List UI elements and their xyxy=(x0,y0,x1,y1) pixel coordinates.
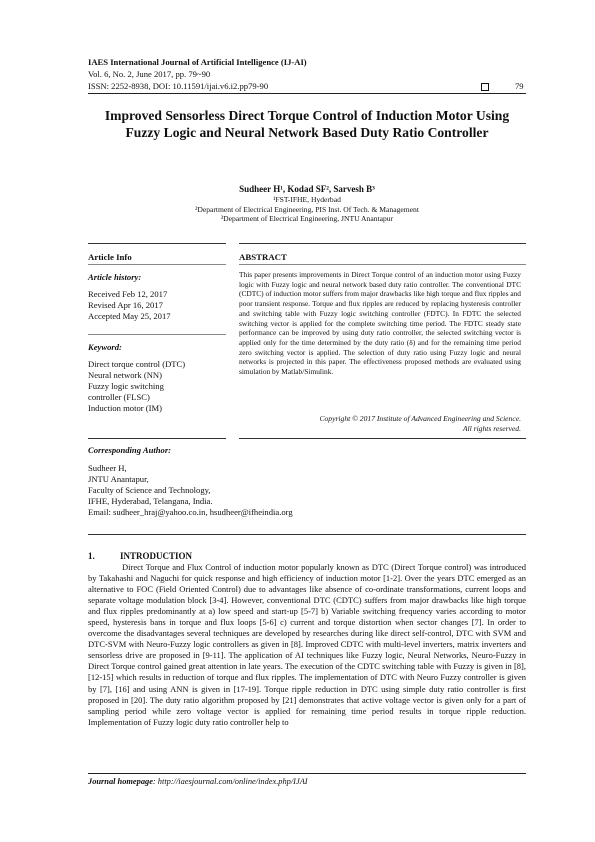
corresponding-bottom-rule xyxy=(88,534,526,535)
header-rule xyxy=(88,93,526,94)
article-info-bottom-rule xyxy=(88,438,226,439)
affiliation-3: ³Department of Electrical Engineering, JNTU Anantapur xyxy=(220,214,394,223)
abstract-heading: ABSTRACT xyxy=(239,252,287,262)
homepage-url[interactable]: : http://iaesjournal.com/online/index.php/IJAI xyxy=(152,777,308,786)
corresponding-label: Corresponding Author: xyxy=(88,445,172,455)
rights-line: All rights reserved. xyxy=(462,424,521,433)
affiliation-2: ²Department of Electrical Engineering, PIS Inst. Of Tech. & Management xyxy=(195,205,419,214)
authors: Sudheer H¹, Kodad SF², Sarvesh B³ xyxy=(239,184,375,194)
keyword-list xyxy=(88,359,185,414)
article-history xyxy=(88,289,171,322)
corr-faculty: Faculty of Science and Technology, xyxy=(88,485,211,495)
article-info-heading: Article Info xyxy=(88,252,132,262)
copyright-line: Copyright © 2017 Institute of Advanced Engineering and Science. xyxy=(319,414,521,423)
history-label: Article history: xyxy=(88,272,142,282)
abstract-bottom-rule xyxy=(239,438,526,439)
keyword-item: Induction motor (IM) xyxy=(88,403,162,413)
volume-info: Vol. 6, No. 2, June 2017, pp. 79~90 xyxy=(88,69,211,79)
square-icon xyxy=(481,83,489,91)
homepage-label: Journal homepage xyxy=(88,777,153,786)
keyword-item: controller (FLSC) xyxy=(88,392,150,402)
keyword-item: Fuzzy logic switching xyxy=(88,381,164,391)
abstract-sub-rule xyxy=(239,264,526,265)
revised-date: Revised Apr 16, 2017 xyxy=(88,300,163,310)
corr-address: IFHE, Hyderabad, Telangana, India. xyxy=(88,496,213,506)
article-info-top-rule xyxy=(88,243,226,244)
affiliation-1: ¹FST-IFHE, Hyderbad xyxy=(273,195,341,204)
page-number: 79 xyxy=(515,81,524,91)
issn-doi: ISSN: 2252-8938, DOI: 10.11591/ijai.v6.i2.pp79-90 xyxy=(88,81,269,91)
section-title: INTRODUCTION xyxy=(120,551,193,561)
journal-homepage[interactable] xyxy=(88,777,308,786)
journal-name: IAES International Journal of Artificial Intelligence (IJ-AI) xyxy=(88,57,307,67)
introduction-heading xyxy=(88,551,192,561)
abstract-top-rule xyxy=(239,243,526,244)
corr-email[interactable]: Email: sudheer_hraj@yahoo.co.in, hsudheer@ifheindia.org xyxy=(88,507,293,517)
corr-name: Sudheer H, xyxy=(88,463,127,473)
corresponding-author xyxy=(88,463,293,518)
paper-title: Improved Sensorless Direct Torque Control of Induction Motor Using Fuzzy Logic and Neural Network Based Duty Ratio Controller xyxy=(104,108,510,140)
article-info-sub-rule xyxy=(88,264,226,265)
introduction-text: Direct Torque and Flux Control of induction motor popularly known as DTC (Direct Torque control) was introduced by Takahashi and Naguchi for quick response and high efficiency of induction motor [1-2]. Over the years DTC emerged as an alternative to FOC (Field Oriented Control) due to advantages like absence of co-ordinate transformations, current loops and separate voltage modulation block [3-4]. However, conventional DTC (CDTC) suffers from major drawbacks like high torque and flux ripples predominantly at a) low speed and start-up [5-7] b) Variable switching frequency varies according to motor speed, hysteresis bans in torque and flux loops [5-6] c) current and torque distortion when sector changes [7]. In order to overcome the disadvantages several techniques are developed by researches during like direct self-control, DTC with SVM and DTC-SVM with Neuro-Fuzzy logic controllers as given in [8]. Improved CDTC with multi-level inverters, matrix inverters and sensorless drive are proposed in [9-11]. The application of AI techniques like Fuzzy logic, Neural Networks, Neuro-Fuzzy in Direct Torque control gained great attention in late years. The execution of the CDTC switching table with Fuzzy is given in [8], [12-15] which results in reduction of torque and flux ripples. The implementation of DTC with Neuro Fuzzy controller is given by [7], [16] and using ANN is given in [17-19]. Torque ripple reduction in DTC using simple duty ratio controller is first proposed in [20]. The duty ratio algorithm proposed by [21] demonstrates that active voltage vector is given only for a part of sampling period while zero voltage vector is applied for remaining time period results in torque ripple reduction. Implementation of Fuzzy logic duty ratio controller help to xyxy=(88,562,526,727)
copyright xyxy=(239,414,521,434)
corr-institution: JNTU Anantapur, xyxy=(88,474,149,484)
keyword-item: Neural network (NN) xyxy=(88,370,162,380)
keyword-rule xyxy=(88,334,226,335)
abstract-text: This paper presents improvements in Direct Torque control of an induction motor using Fuzzy logic with Fuzzy logic and neural network based duty ratio controller. The conventional DTC (CDTC) of induction motor suffers from major drawbacks like high torque and flux ripples and poor transient response. Torque and flux ripples are reduced by replacing hysteresis controller and switching table with Fuzzy logic switching controller (FDTC). In FDTC the selected switching vector is applied for the complete switching time period. The FDTC steady state performance can be improved by using duty ratio controller, the selected switching vector is applied only for the time determined by the duty ratio (δ) and for the remaining time period zero switching vector is applied. The selection of duty ratio using Fuzzy logic and neural networks is projected in this paper. The effectiveness proposed methods are evaluated using simulation by Matlab/Simulink. xyxy=(239,270,521,377)
keyword-item: Direct torque control (DTC) xyxy=(88,359,186,369)
keyword-label: Keyword: xyxy=(88,342,122,352)
footer-rule xyxy=(88,773,526,774)
section-number: 1. xyxy=(88,551,95,561)
accepted-date: Accepted May 25, 2017 xyxy=(88,311,171,321)
received-date: Received Feb 12, 2017 xyxy=(88,289,168,299)
